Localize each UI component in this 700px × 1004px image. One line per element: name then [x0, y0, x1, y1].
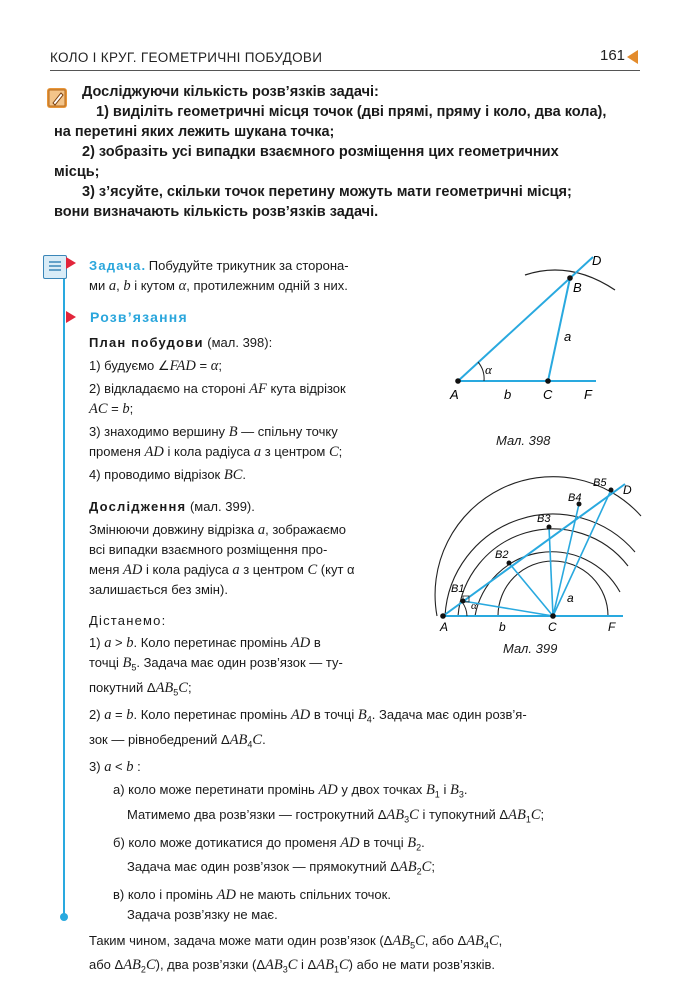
label-D: D	[592, 253, 602, 268]
caption-399: Мал. 399	[503, 641, 558, 656]
angle-arc	[478, 362, 484, 381]
label-B: B	[573, 280, 582, 295]
segment-CB4	[553, 504, 579, 616]
point-B1	[461, 599, 466, 604]
label-B3: B3	[537, 513, 551, 525]
label-A: A	[450, 387, 459, 402]
results-intro: Дістанемо:	[89, 613, 167, 628]
page-number: 161	[600, 47, 626, 64]
label-A: A	[440, 620, 449, 634]
point-C	[545, 378, 551, 384]
results-section: Дістанемо: 1) a > b. Коло перетинає промінь AD в точці $B_5$. Задача має один розв’язок — ту- покутний $\Delta AB_5C$; 2) a = b. Коло перетинає промінь AD в точці $B_4$. Задача має один розв’я- зок — рівнобедрений $\Delta AB_4C$. 3) a < b : а) коло може перетинати промінь AD у двох точках $B_1$ і $B_3$. Матимемо два розв’язки — гострокутний $\Delta AB_3C$ і тупокутний $\Delta AB_1C$; б) коло може дотикатися до променя AD в точці $B_2$. Задача має один розв’язок — прямокутний $\Delta AB_2C$; в) коло і промінь AD не мають спільних точок. Задача розв’язку не має. Таким чином, задача може мати один розв’язок ($\Delta AB_5C$, або $\Delta AB_4C$, або $\Delta AB_2C$), два розв’язки ($\Delta AB_3C$ і $\Delta AB_1C$) або не мати розв’язків.	[89, 611, 649, 980]
problem-label: Задача	[89, 258, 142, 273]
chapter-title: КОЛО І КРУГ. ГЕОМЕТРИЧНІ ПОБУДОВИ	[50, 50, 323, 65]
caption-398: Мал. 398	[496, 433, 551, 448]
task-line: 2) зобразіть усі випадки взаємного розміщення цих геометричних	[82, 144, 559, 160]
task-line: вони визначають кількість розв’язків задачі.	[54, 204, 379, 220]
page-marker-icon	[627, 50, 638, 64]
label-F: F	[584, 387, 592, 402]
notebook-icon	[43, 255, 67, 279]
label-B1: B1	[451, 583, 465, 595]
label-B5: B5	[593, 477, 607, 489]
task-instructions	[54, 82, 642, 222]
point-B3	[547, 525, 552, 530]
problem-marker-icon	[66, 257, 76, 269]
solution-heading: Розв’язання	[90, 309, 188, 325]
solution-guide-line	[63, 262, 65, 918]
point-C	[550, 613, 556, 619]
header-divider	[50, 70, 640, 71]
label-b: b	[504, 387, 512, 402]
problem-statement: Задача. Побудуйте трикутник за сторона- ми a, b і кутом α, протилежним одній з них.	[89, 258, 349, 294]
solution-marker-icon	[66, 311, 76, 323]
pencil-task-icon	[47, 88, 67, 108]
figure-398	[430, 245, 660, 410]
point-B2	[507, 561, 512, 566]
label-a: a	[567, 591, 574, 605]
pencil-icon	[47, 88, 67, 108]
task-line: місць;	[54, 164, 100, 180]
label-B2: B2	[495, 549, 509, 561]
label-b: b	[499, 620, 506, 634]
segment-CB5	[553, 490, 611, 616]
point-B5	[609, 488, 614, 493]
task-line: Досліджуючи кількість розв’язків задачі:	[82, 84, 379, 100]
angle-arc	[462, 602, 467, 616]
segment-CB2	[509, 563, 553, 616]
label-C: C	[543, 387, 553, 402]
label-F: F	[608, 620, 616, 634]
segment-CB3	[549, 527, 553, 616]
figure-399	[425, 474, 665, 634]
task-line: 1) виділіть геометричні місця точок (дві прямі, пряму і коло, два кола),	[96, 104, 607, 120]
label-B4: B4	[568, 492, 582, 504]
label-alpha: α	[485, 362, 492, 377]
point-B	[567, 275, 573, 281]
point-A	[455, 378, 461, 384]
label-alpha: α	[471, 600, 477, 612]
label-D: D	[623, 483, 632, 497]
plan-heading: План побудови	[89, 335, 204, 350]
label-C: C	[548, 620, 557, 634]
task-line: 3) з’ясуйте, скільки точок перетину можуть мати геометричні місця;	[82, 184, 572, 200]
point-A	[440, 613, 446, 619]
construction-plan: План побудови (мал. 398): 1) будуємо ∠FAD = α; 2) відкладаємо на стороні AF кута відрізок AC = b; 3) знаходимо вершину B — спільну точку променя AD і кола радіуса a з центром C; 4) проводимо відрізок BC.	[89, 335, 346, 483]
ray-AD	[443, 484, 625, 616]
study-section: Дослідження (мал. 399). Змінюючи довжину відрізка a, зображаємо всі випадки взаємного розміщення про- меня AD і кола радіуса a з центром C (кут α залишається без змін).	[89, 499, 355, 597]
guide-end-dot	[60, 913, 68, 921]
label-a: a	[564, 329, 572, 344]
task-line: на перетині яких лежить шукана точка;	[54, 124, 335, 140]
study-heading: Дослідження	[89, 499, 187, 514]
